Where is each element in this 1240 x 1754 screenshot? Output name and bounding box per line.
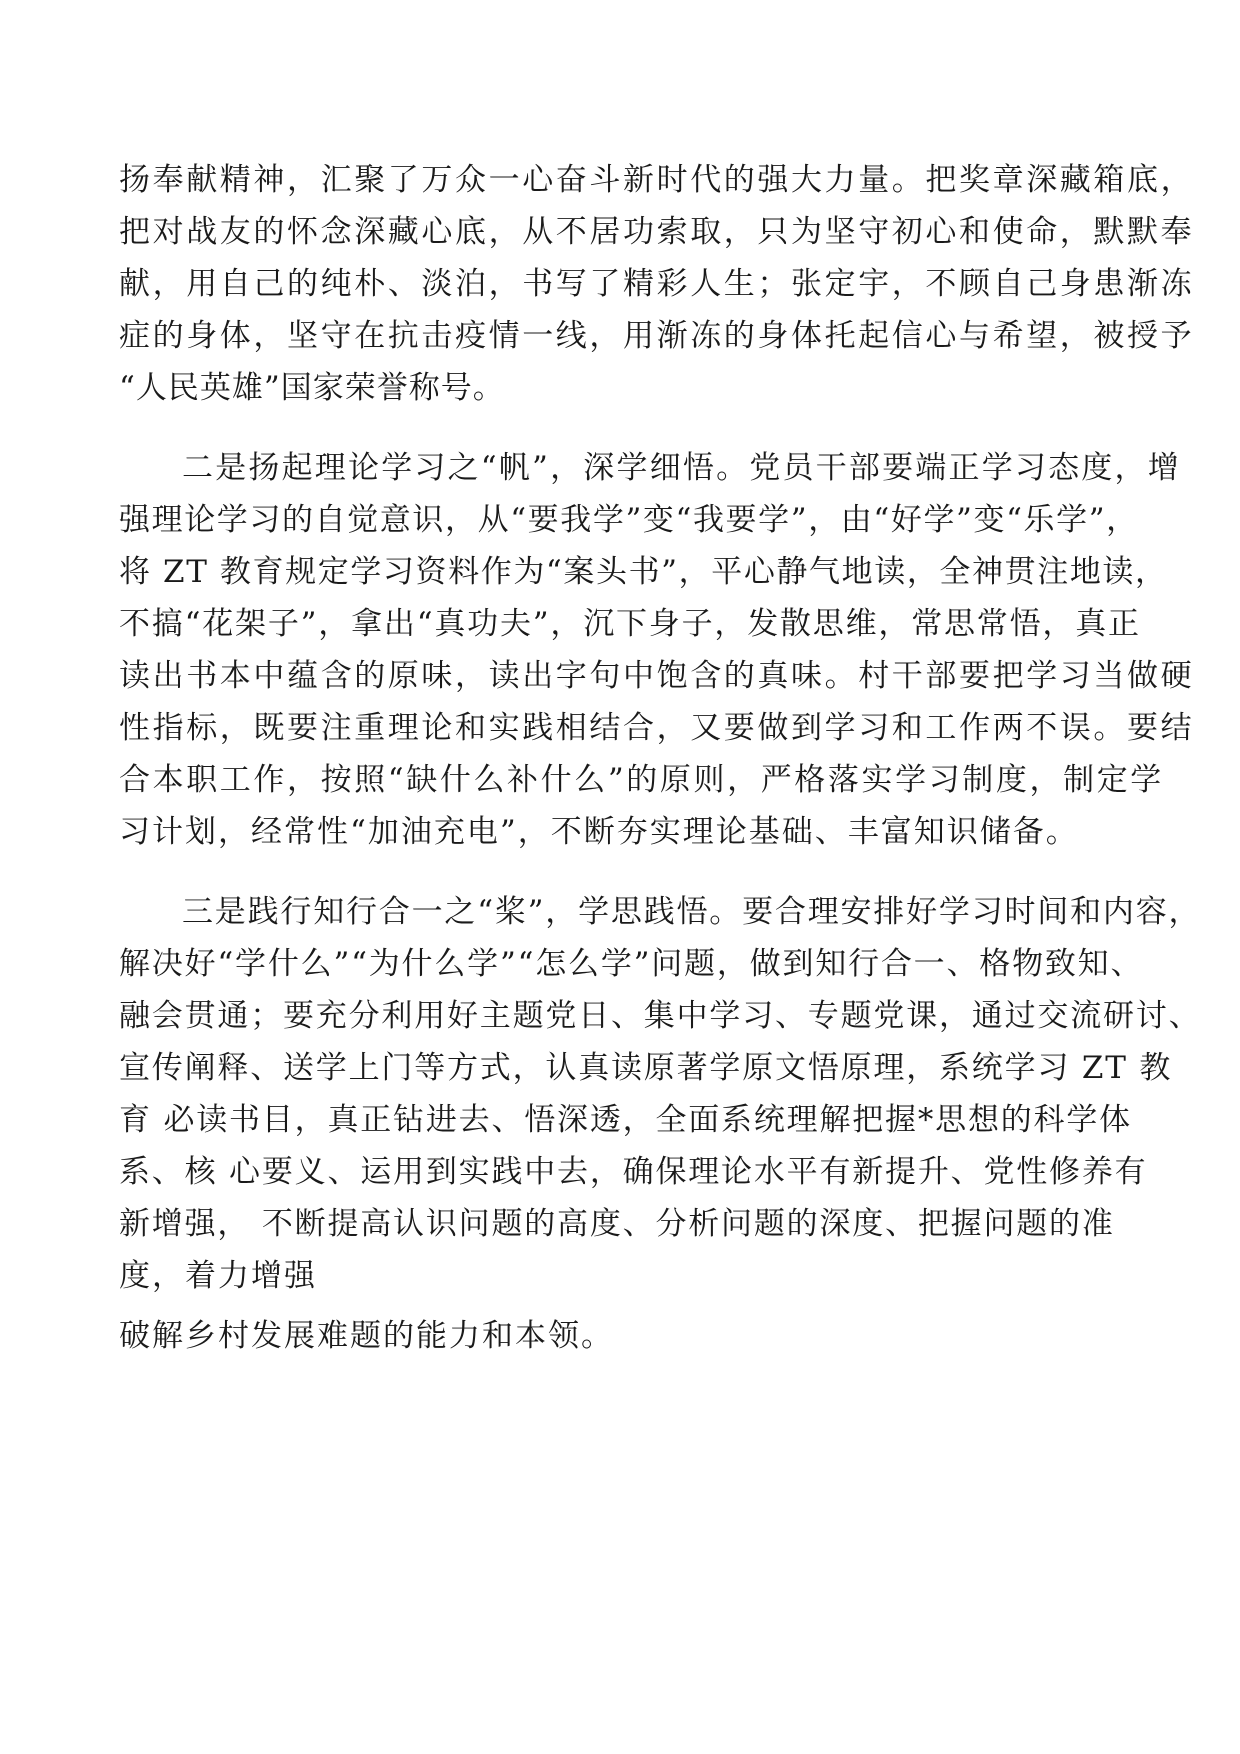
paragraph-2-line-3: 将 ZT 教育规定学习资料作为“案头书”，平心静气地读，全神贯注地读， — [119, 554, 1168, 590]
paragraph-3-line-6: 系、核 心要义、运用到实践中去，确保理论水平有新提升、党性修养有 — [119, 1154, 1148, 1190]
paragraph-2-line-5: 读出书本中蕴含的原味，读出字句中饱含的真味。村干部要把学习当做硬 — [119, 658, 1195, 694]
paragraph-1-line-1: 扬奉献精神，汇聚了万众一心奋斗新时代的强大力量。把奖章深藏箱底， — [119, 162, 1195, 198]
paragraph-2-line-8: 习计划，经常性“加油充电”，不断夯实理论基础、丰富知识储备。 — [119, 814, 1079, 850]
paragraph-1-line-2: 把对战友的怀念深藏心底，从不居功索取，只为坚守初心和使命，默默奉 — [119, 214, 1195, 250]
paragraph-3-line-7: 新增强， 不断提高认识问题的高度、分析问题的深度、把握问题的准 — [119, 1206, 1115, 1242]
paragraph-1-line-3: 献，用自己的纯朴、淡泊，书写了精彩人生；张定宇，不顾自己身患渐冻 — [119, 266, 1195, 302]
paragraph-1-line-4: 症的身体，坚守在抗击疫情一线，用渐冻的身体托起信心与希望，被授予 — [119, 318, 1195, 354]
paragraph-1-line-5: “人民英雄”国家荣誉称号。 — [119, 370, 505, 406]
paragraph-2-line-4: 不搞“花架子”，拿出“真功夫”，沉下身子，发散思维，常思常悟，真正 — [119, 606, 1141, 642]
paragraph-2-line-2: 强理论学习的自觉意识，从“要我学”变“我要学”，由“好学”变“乐学”， — [119, 502, 1139, 538]
paragraph-3-line-3: 融会贯通；要充分利用好主题党日、集中学习、专题党课，通过交流研讨、 — [119, 998, 1202, 1034]
paragraph-3-line-2: 解决好“学什么”“为什么学”“怎么学”问题，做到知行合一、格物致知、 — [119, 946, 1144, 982]
paragraph-2-line-6: 性指标，既要注重理论和实践相结合，又要做到学习和工作两不误。要结 — [119, 710, 1195, 746]
paragraph-3-line-8: 度，着力增强 — [119, 1258, 317, 1294]
paragraph-2-line-1: 二是扬起理论学习之“帆”，深学细悟。党员干部要端正学习态度，增 — [182, 450, 1181, 486]
paragraph-3-line-9: 破解乡村发展难题的能力和本领。 — [119, 1318, 614, 1354]
paragraph-3-line-1: 三是践行知行合一之“桨”，学思践悟。要合理安排好学习时间和内容， — [182, 894, 1202, 930]
paragraph-3-line-5: 育 必读书目，真正钻进去、悟深透，全面系统理解把握*思想的科学体 — [119, 1102, 1132, 1138]
paragraph-3-line-4: 宣传阐释、送学上门等方式，认真读原著学原文悟原理，系统学习 ZT 教 — [119, 1050, 1173, 1086]
paragraph-2-line-7: 合本职工作，按照“缺什么补什么”的原则，严格落实学习制度，制定学 — [119, 762, 1164, 798]
